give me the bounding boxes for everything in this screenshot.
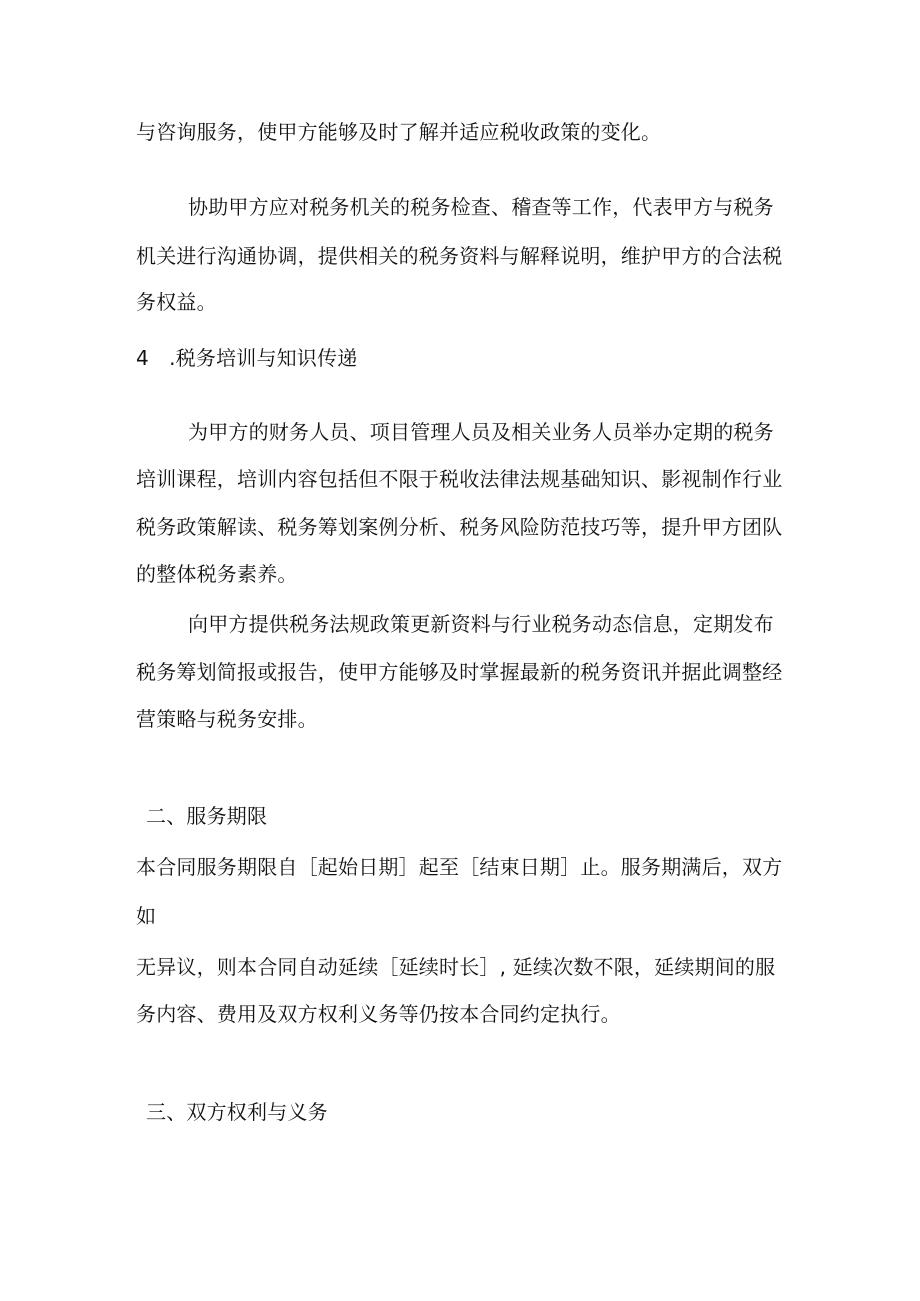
paragraph-line: 为甲方的财务人员、项目管理人员及相关业务人员举办定期的税务 bbox=[188, 420, 774, 444]
section-heading: 二、服务期限 bbox=[146, 804, 268, 828]
paragraph-line: 税务筹划简报或报告，使甲方能够及时掌握最新的税务资讯并据此调整经 bbox=[136, 660, 783, 684]
paragraph-line: 税务政策解读、税务筹划案例分析、税务风险防范技巧等，提升甲方团队 bbox=[136, 515, 783, 539]
paragraph-line: 机关进行沟通协调，提供相关的税务资料与解释说明，维护甲方的合法税 bbox=[136, 244, 783, 268]
paragraph-line: 如 bbox=[136, 904, 157, 928]
paragraph-line: 无异议，则本合同自动延续［延续时长］, 延续次数不限，延续期间的服 bbox=[136, 955, 776, 979]
paragraph-line: 向甲方提供税务法规政策更新资料与行业税务动态信息，定期发布 bbox=[188, 612, 774, 636]
paragraph-line: 营策略与税务安排。 bbox=[136, 707, 318, 731]
section-heading: 4 .税务培训与知识传递 bbox=[136, 346, 358, 370]
paragraph-line: 务权益。 bbox=[136, 290, 217, 314]
paragraph-line: 本合同服务期限自［起始日期］起至［结束日期］止。服务期满后，双方 bbox=[136, 855, 783, 879]
paragraph-line: 与咨询服务，使甲方能够及时了解并适应税收政策的变化。 bbox=[136, 120, 662, 144]
paragraph-line: 培训课程，培训内容包括但不限于税收法律法规基础知识、影视制作行业 bbox=[136, 467, 783, 491]
section-heading: 三、双方权利与义务 bbox=[146, 1100, 328, 1124]
paragraph-line: 协助甲方应对税务机关的税务检查、稽查等工作，代表甲方与税务 bbox=[188, 195, 774, 219]
paragraph-line: 的整体税务素养。 bbox=[136, 562, 298, 586]
paragraph-line: 务内容、费用及双方权利义务等仍按本合同约定执行。 bbox=[136, 1002, 621, 1026]
